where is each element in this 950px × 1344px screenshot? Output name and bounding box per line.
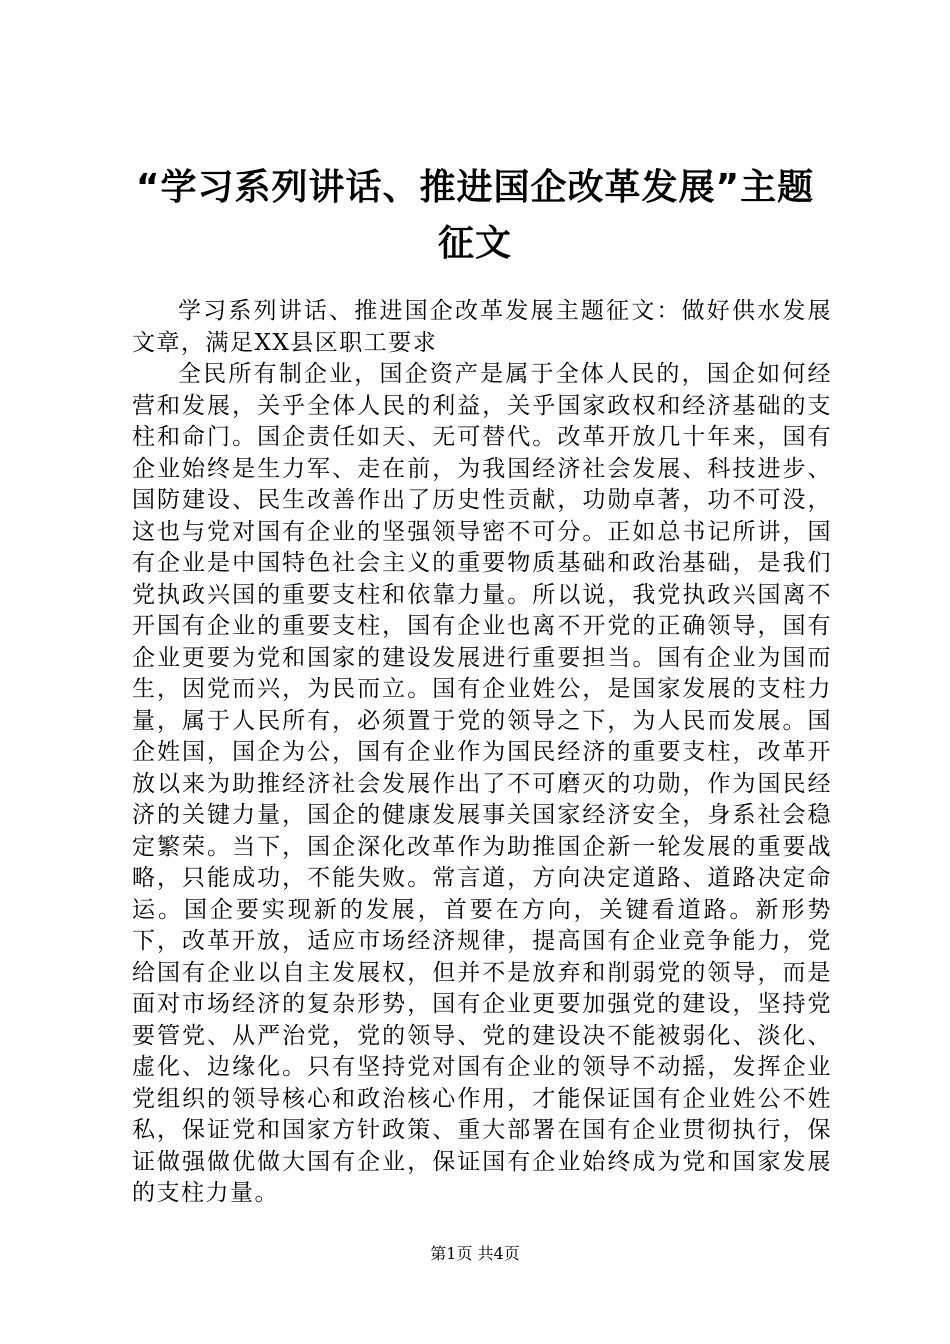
document-body	[132, 296, 832, 1210]
intro-paragraph: 学习系列讲话、推进国企改革发展主题征文：做好供水发展文章，满足XX县区职工要求	[132, 298, 832, 356]
document-title: “学习系列讲话、推进国企改革发展”主题征文	[135, 167, 815, 264]
page-number: 第1页 共4页	[430, 1244, 520, 1263]
main-paragraph: 全民所有制企业，国企资产是属于全体人民的，国企如何经营和发展，关乎全体人民的利益，关乎国家政权和经济基础的支柱和命门。国企责任如天、无可替代。改革开放几十年来，国有企业始终是生力军、走在前，为我国经济社会发展、科技进步、国防建设、民生改善作出了历史性贡献，功勋卓著，功不可没，这也与党对国有企业的坚强领导密不可分。正如总书记所讲，国有企业是中国特色社会主义的重要物质基础和政治基础，是我们党执政兴国的重要支柱和依靠力量。所以说，我党执政兴国离不开国有企业的重要支柱，国有企业也离不开党的正确领导，国有企业更要为党和国家的建设发展进行重要担当。国有企业为国而生，因党而兴，为民而立。国有企业姓公，是国家发展的支柱力量，属于人民所有，必须置于党的领导之下，为人民而发展。国企姓国，国企为公，国有企业作为国民经济的重要支柱，改革开放以来为助推经济社会发展作出了不可磨灭的功勋，作为国民经济的关键力量，国企的健康发展事关国家经济安全，身系社会稳定繁荣。当下，国企深化改革作为助推国企新一轮发展的重要战略，只能成功，不能失败。常言道，方向决定道路、道路决定命运。国企要实现新的发展，首要在方向，关键看道路。新形势下，改革开放，适应市场经济规律，提高国有企业竞争能力，党给国有企业以自主发展权，但并不是放弃和削弱党的领导，而是面对市场经济的复杂形势，国有企业更要加强党的建设，坚持党要管党、从严治党，党的领导、党的建设决不能被弱化、淡化、虚化、边缘化。只有坚持党对国有企业的领导不动摇，发挥企业党组织的领导核心和政治核心作用，才能保证国有企业姓公不姓私，保证党和国家方针政策、重大部署在国有企业贯彻执行，保证做强做优做大国有企业，保证国有企业始终成为党和国家发展的支柱力量。	[132, 361, 832, 1206]
